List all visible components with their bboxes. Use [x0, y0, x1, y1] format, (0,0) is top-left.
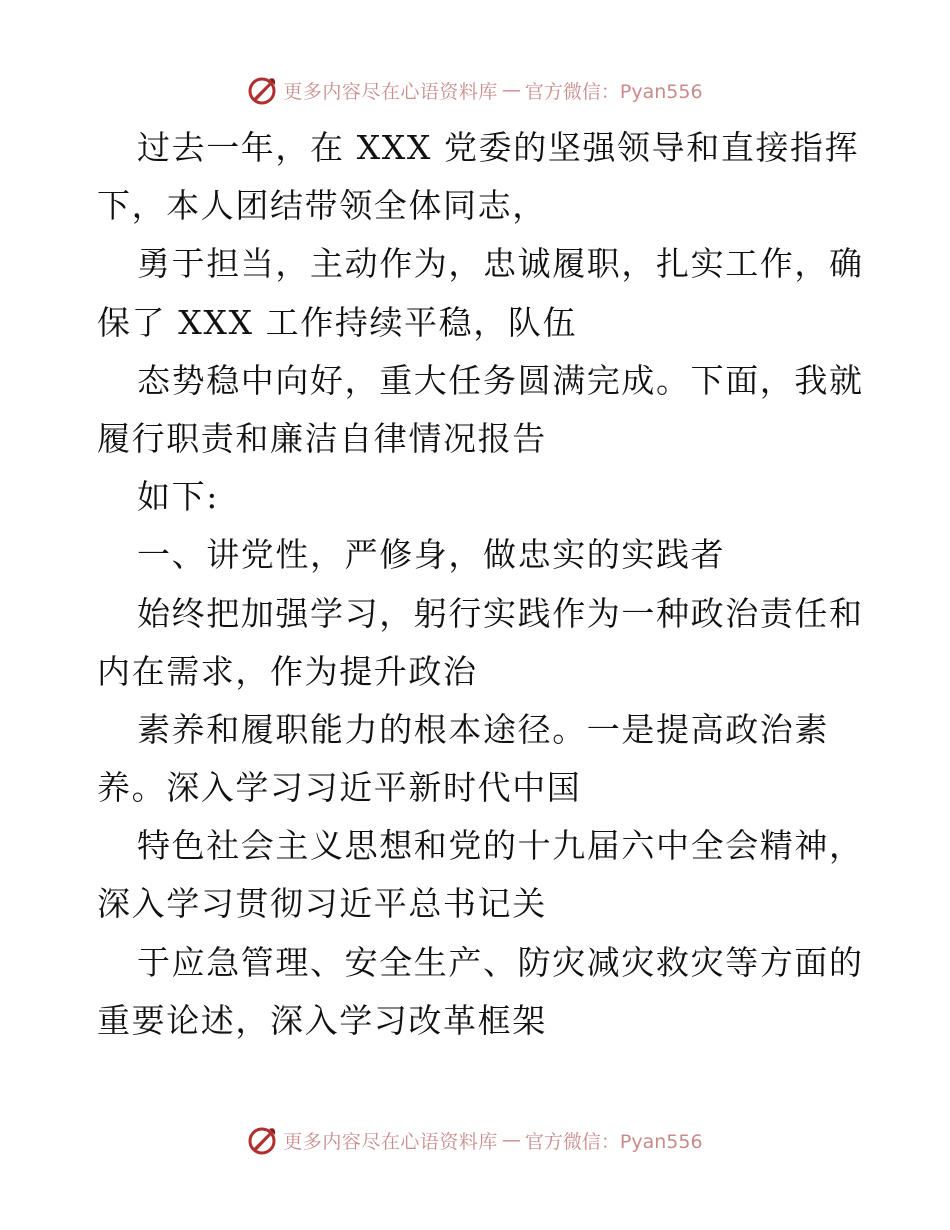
paragraph-line: 养。深入学习习近平新时代中国: [97, 768, 582, 808]
paragraph-line: 重要论述，深入学习改革框架: [97, 1000, 547, 1040]
paragraph-line: 履行职责和廉洁自律情况报告: [97, 418, 547, 458]
paragraph-line: 勇于担当，主动作为，忠诚履职，扎实工作，确: [137, 244, 864, 284]
paragraph-line: 素养和履职能力的根本途径。一是提高政治素: [137, 709, 829, 749]
watermark-dash: —: [501, 79, 521, 101]
header-watermark: [0, 70, 950, 110]
quill-logo-icon: [245, 73, 279, 107]
paragraph-line: 于应急管理、安全生产、防灾减灾救灾等方面的: [137, 942, 864, 982]
watermark-text: 更多内容尽在心语资料库: [283, 1130, 498, 1153]
paragraph-line: 特色社会主义思想和党的十九届六中全会精神，: [137, 826, 864, 866]
footer-watermark: [0, 1120, 950, 1160]
paragraph-line: 深入学习贯彻习近平总书记关: [97, 884, 547, 924]
paragraph-line: 如下:: [137, 477, 219, 517]
paragraph-line: 保了 XXX 工作持续平稳，队伍: [97, 302, 578, 342]
watermark-text: 更多内容尽在心语资料库: [283, 80, 498, 103]
watermark-group: [245, 1123, 702, 1157]
quill-logo-icon: [245, 1123, 279, 1157]
watermark-suffix: 官方微信：Pyan556: [524, 80, 703, 103]
paragraph-line: 下，本人团结带领全体同志，: [97, 186, 547, 226]
document-body: [97, 119, 864, 1050]
section-heading: 一、讲党性，严修身，做忠实的实践者: [137, 535, 726, 575]
watermark-suffix: 官方微信：Pyan556: [524, 1130, 703, 1153]
watermark-dash: —: [501, 1129, 521, 1151]
watermark-group: [245, 73, 702, 107]
paragraph-line: 内在需求，作为提升政治: [97, 651, 478, 691]
paragraph-line: 始终把加强学习，躬行实践作为一种政治责任和: [137, 593, 864, 633]
paragraph-line: 态势稳中向好，重大任务圆满完成。下面，我就: [137, 360, 864, 400]
paragraph-line: 过去一年，在 XXX 党委的坚强领导和直接指挥: [137, 128, 860, 167]
